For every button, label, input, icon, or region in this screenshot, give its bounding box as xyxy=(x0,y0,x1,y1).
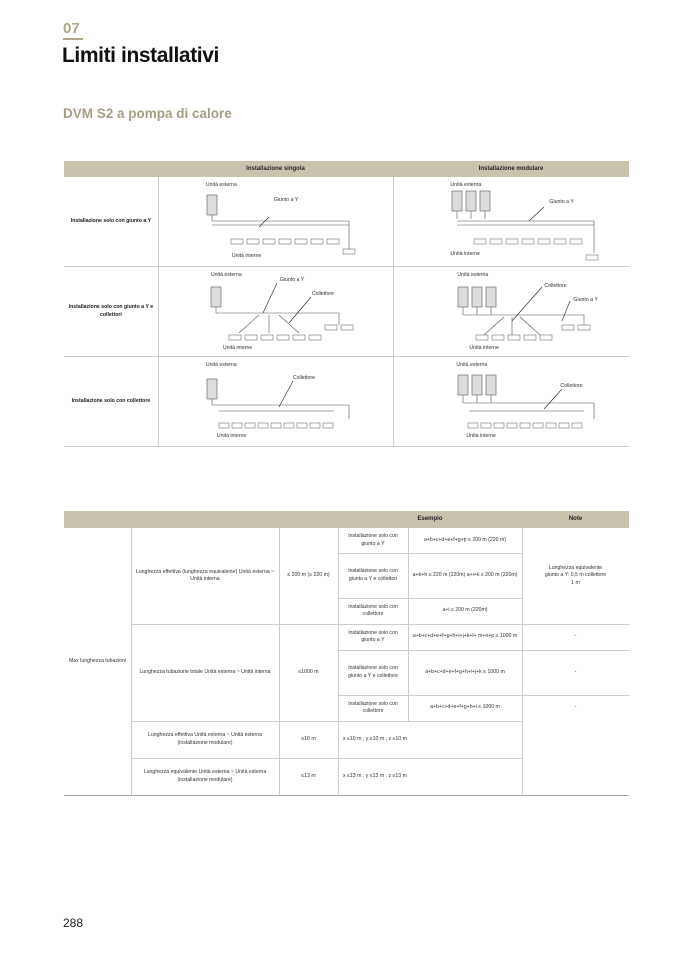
diagram-single-y xyxy=(158,177,394,266)
chapter-number: 07 xyxy=(63,20,80,37)
block-description: Lunghezza equivalente Unità esterna ~ Unità esterna (installazione modulare) xyxy=(143,769,267,783)
install-type: Installazione solo con collettore xyxy=(348,603,398,617)
example-formula: a+b+c+d+e+f+g+h+i ≤ 1000 m xyxy=(430,704,500,711)
pipe-diagram xyxy=(394,177,630,267)
pipe-diagram xyxy=(159,267,395,357)
diagram-modular-y xyxy=(393,177,629,266)
install-type: Installazione solo con giunto a Y xyxy=(348,629,398,643)
pipe-diagram xyxy=(159,177,395,267)
label-outdoor: Unità esterna xyxy=(210,272,242,278)
label-outdoor: Unità esterna xyxy=(205,182,237,188)
row-label: Installazione solo con collettore xyxy=(71,397,151,404)
install-type: Installazione solo con giunto a Y e collettori xyxy=(348,568,398,582)
note-cell: Lunghezza equivalente giunto a Y: 0,5 m collettore 1 m xyxy=(544,565,607,586)
group-label: Max lunghezza tubazioni xyxy=(68,658,127,665)
section-title: DVM S2 a pompa di calore xyxy=(63,106,232,121)
pipe-diagram xyxy=(159,357,395,447)
header-single: Installazione singola xyxy=(246,166,305,172)
label-joint: Giunto a Y xyxy=(279,277,305,283)
label-indoor: Unità interne xyxy=(469,345,499,351)
label-joint: Giunto a Y xyxy=(549,199,574,205)
block-description: Lunghezza effettiva Unità esterna ~ Unità esterna (installazione modulare) xyxy=(148,732,262,746)
label-header: Collettore xyxy=(311,291,335,297)
diagram-row-y-joint-header xyxy=(64,267,629,357)
label-header: Collettore xyxy=(292,375,316,381)
limits-table xyxy=(64,511,629,796)
label-outdoor: Unità esterna xyxy=(205,362,237,368)
note-cell: - xyxy=(574,668,577,675)
diagram-single-y-header xyxy=(158,267,394,356)
label-outdoor: Unità esterna xyxy=(457,272,489,278)
limits-table-body xyxy=(64,528,629,796)
note-cell: - xyxy=(574,704,577,711)
header-modular: Installazione modulare xyxy=(478,166,544,172)
block-limit: ≤1000 m xyxy=(298,668,319,675)
block-limit: ≤ 200 m (≤ 220 m) xyxy=(287,572,330,579)
row-label: Installazione solo con giunto a Y xyxy=(70,217,152,224)
header-example: Esempio xyxy=(417,516,443,522)
diagram-table-header xyxy=(64,161,629,177)
diagram-row-header xyxy=(64,357,629,447)
install-type: Installazione solo con giunto a Y xyxy=(348,533,398,547)
label-joint: Giunto a Y xyxy=(573,297,598,303)
example-formula: a+b+c+d+e+f+g+p ≤ 200 m (220 m) xyxy=(423,536,506,543)
header-notes: Note xyxy=(568,516,583,522)
example-formula: a+b+c+d+e+f+g+h+i+j+k ≤ 1000 m xyxy=(425,668,505,675)
install-type: Installazione solo con giunto a Y e collettore xyxy=(348,665,398,679)
diagram-modular-y-header xyxy=(393,267,629,356)
install-type: Installazione solo con collettore xyxy=(348,700,398,714)
page-number: 288 xyxy=(63,916,84,930)
label-indoor: Unità interne xyxy=(222,345,253,351)
label-outdoor: Unità esterna xyxy=(456,362,488,368)
diagram-single-header xyxy=(158,357,394,446)
pipe-diagram xyxy=(394,267,630,357)
example-formula: a+i ≤ 200 m (220m) xyxy=(442,607,488,614)
example-formula: a+b+c+d+e+f+g+h+i+j+k+l+ m+n+p ≤ 1000 m xyxy=(412,633,518,640)
example-formula: x ≤10 m , y ≤10 m , z ≤10 m xyxy=(343,735,407,742)
example-formula: a+b+h ≤ 220 m (220m) a+i+k ≤ 200 m (220m) xyxy=(412,571,518,578)
block-description: Lunghezza effettiva (lunghezza equivalente) Unità esterna ~ Unità interna xyxy=(135,568,275,582)
chapter-title: Limiti installativi xyxy=(62,44,219,67)
label-indoor: Unità interne xyxy=(466,433,496,439)
note-cell: - xyxy=(574,633,577,640)
label-indoor: Unità interne xyxy=(216,433,247,439)
block-description: Lunghezza tubazione totale Unità esterna ~ Unità interna xyxy=(139,668,271,675)
diagram-modular-header xyxy=(393,357,629,446)
example-formula: x ≤13 m , y ≤13 m , z ≤13 m xyxy=(343,772,407,779)
label-joint: Giunto a Y xyxy=(273,197,299,203)
diagram-table xyxy=(64,161,629,447)
block-limit: ≤13 m xyxy=(301,772,316,779)
pipe-diagram xyxy=(394,357,630,447)
label-outdoor: Unità esterna xyxy=(450,182,482,188)
grid-line xyxy=(64,795,629,796)
label-indoor: Unità interne xyxy=(450,251,480,257)
limits-table-header xyxy=(64,511,629,528)
row-label: Installazione solo con giunto a Y e collettori xyxy=(68,304,154,318)
diagram-row-y-joint xyxy=(64,177,629,267)
block-limit: ≤10 m xyxy=(301,735,316,742)
chapter-rule xyxy=(63,38,83,40)
label-indoor: Unità interne xyxy=(231,253,262,259)
label-header: Collettore xyxy=(544,283,567,289)
label-header: Collettore xyxy=(560,383,583,389)
